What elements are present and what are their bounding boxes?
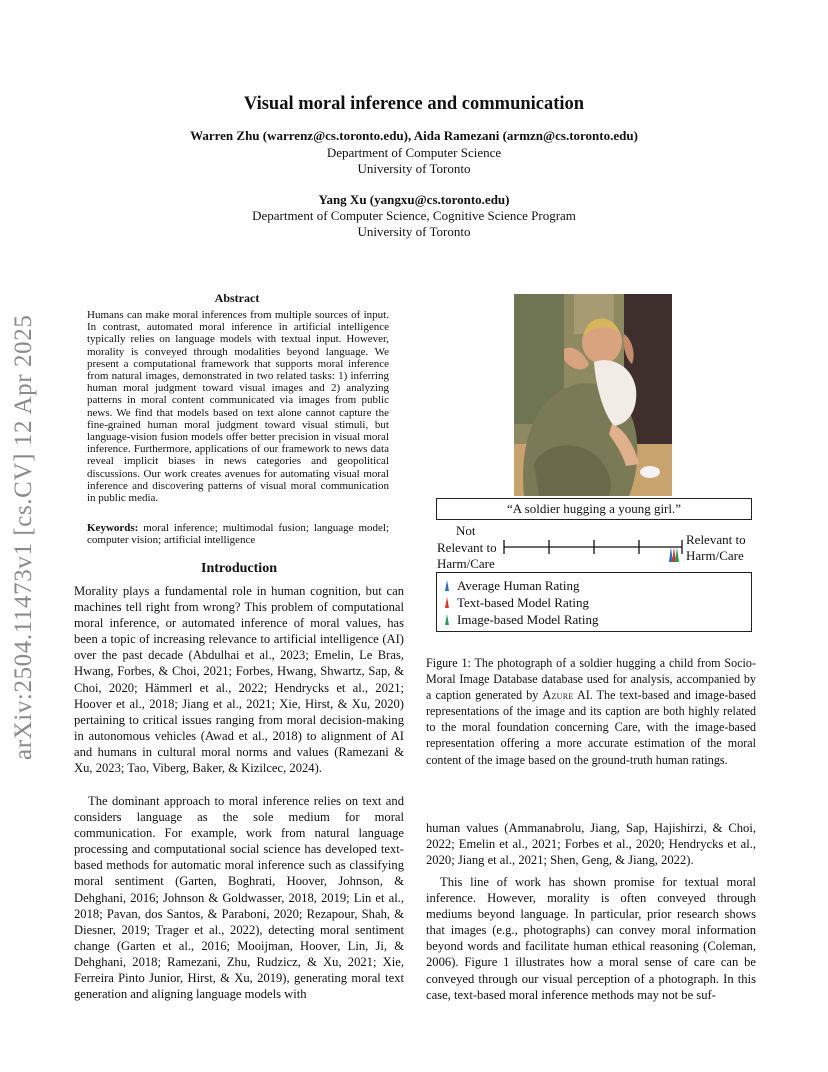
affiliation-1-university: University of Toronto [357,161,471,176]
abstract-text: Humans can make moral inferences from multiple sources of input. In contrast, automated moral inference in artificial intelligence typically relies on language models with textual input. However, morality is conveyed through modalities beyond language. We present a computational framework that supports moral inference from natural images, demonstrated in two related tasks: 1) inferring human moral judgment toward visual images and 2) analyzing patterns in moral content communicated via images from public news. We find that models based on text alone cannot capture the fine-grained human moral judgment toward visual stimuli, but language-vision fusion models offer better precision in visual moral inference. Furthermore, applications of our framework to news data reveal implicit biases in news categories and geopolitical discussions. Our work creates avenues for automating visual moral inference and discovering patterns of visual moral communication in public media. [87,309,389,505]
scale-left-label-3: Harm/Care [437,556,495,571]
author-line-1: Warren Zhu (warrenz@cs.toronto.edu), Aida Ramezani (armzn@cs.toronto.edu) [190,128,638,143]
paper-title: Visual moral inference and communication [243,94,585,114]
scale-left-label-1: Not [456,523,476,538]
figure-1-caption: Figure 1: The photograph of a soldier hugging a child from Socio-Moral Image Database database used for analysis, accompanied by a caption generated by Azure AI. The text-based and image-based representations of the image and its caption are both highly related to the moral foundation concerning Care, with the image-based representation offering a more accurate estimation of the moral content of the image based on the ground-truth human ratings. [426,656,756,767]
intro-paragraph-2: The dominant approach to moral inference relies on text and considers language as the sole medium for moral communication. For example, work from natural language processing and computational social science has developed text-based methods for automatic moral inference such as classifying moral sentiment (Garten, Boghrati, Hoover, Johnson, & Dehghani, 2016; Johnson & Goldwasser, 2018, 2019; Lin et al., 2018; Pavan, dos Santos, & Paraboni, 2020; Rezapour, Shah, & Diesner, 2019; Trager et al., 2022), detecting moral sentiment change (Garten et al., 2016; Mooijman, Hoover, Lin, Ji, & Dehghani, 2018; Ramezani, Zhu, Rudzicz, & Xu, 2021; Xie, Ferreira Pinto Junior, Hirst, & Xu, 2019), generating moral text generation and aligning language models with [74,794,404,1002]
image-model-rating-marker [675,547,679,562]
arxiv-stamp: arXiv:2504.11473v1 [cs.CV] 12 Apr 2025 [10,314,37,760]
red-marker-icon [445,597,449,608]
figure-photo-soldier-hugging-girl [514,294,672,496]
blue-marker-icon [445,580,449,591]
affiliation-1-dept: Department of Computer Science [326,145,502,160]
scale-left-label-2: Relevant to [437,540,497,555]
rating-scale [500,536,686,566]
green-marker-icon [445,614,449,625]
keywords-label: Keywords: [87,522,139,534]
abstract-heading: Abstract [214,291,260,305]
intro-paragraph-3: human values (Ammanabrolu, Jiang, Sap, Hajishirzi, & Choi, 2022; Emelin et al., 2021; Forbes et al., 2020; Hendrycks et al., 2020; Jiang et al., 2021; Shen, Geng, & Jiang, 2022). [426,821,756,868]
figure-legend [436,572,752,632]
affiliation-2-dept: Department of Computer Science, Cognitive Science Program [252,208,576,223]
legend-item-text-model: Text-based Model Rating [445,595,589,611]
keywords [87,522,389,546]
legend-item-image-model: Image-based Model Rating [445,612,599,628]
intro-paragraph-1: Morality plays a fundamental role in human cognition, but can machines tell right from wrong? This problem of computational moral inference, or automated inference of moral values, has been a topic of increasing relevance to artificial intelligence (AI) over the past decade (Abdulhai et al., 2023; Emelin, Le Bras, Hwang, Forbes, & Choi, 2021; Forbes, Hwang, Shwartz, Sap, & Choi, 2020; Hämmerl et al., 2022; Hendrycks et al., 2021; Hoover et al., 2018; Jiang et al., 2021; Xie, Hirst, & Xu, 2020) pertaining to critical issues ranging from moral decision-making in autonomous vehicles (Awad et al., 2018) to alignment of AI and humans in cultural moral norms and values (Ramezani & Xu, 2023; Tao, Viberg, Baker, & Kizilcec, 2024). [74,584,404,776]
introduction-heading: Introduction [201,561,277,576]
legend-item-human: Average Human Rating [445,578,580,594]
scale-right-label-2: Harm/Care [686,548,744,563]
keywords-text: moral inference; multimodal fusion; language model; computer vision; artificial intelligence [87,522,390,547]
affiliation-2-university: University of Toronto [357,224,471,239]
author-line-2: Yang Xu (yangxu@cs.toronto.edu) [318,192,510,207]
intro-paragraph-4: This line of work has shown promise for textual moral inference. However, morality is often conveyed through mediums beyond language. In particular, prior research shows that images (e.g., photographs) can convey moral information beyond words and facilitate human ethical reasoning (Coleman, 2006). Figure 1 illustrates how a moral sense of care can be conveyed through our visual perception of a photograph. In this case, text-based moral inference methods may not be suf- [426,875,756,1002]
figure-caption-quote: “A soldier hugging a young girl.” [436,498,752,520]
scale-right-label-1: Relevant to [686,532,746,547]
